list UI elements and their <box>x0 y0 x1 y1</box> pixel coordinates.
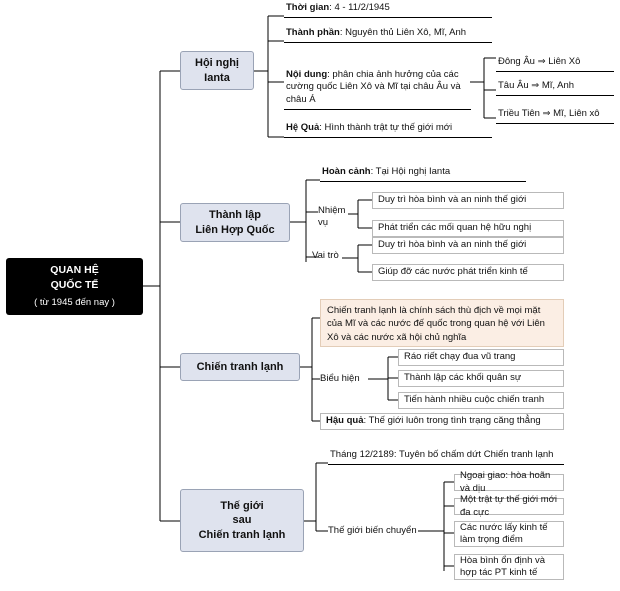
leaf-nhiem-vu-2: Phát triển các mối quan hệ hữu nghị <box>372 220 564 237</box>
label-vai-tro: Vai trò <box>312 250 339 261</box>
leaf-hau-qua-label: Hậu quả <box>326 415 364 427</box>
branch-chien-tranh-lanh[interactable] <box>180 353 300 381</box>
leaf-noi-dung <box>284 60 471 110</box>
leaf-vai-tro-1: Duy trì hòa bình và an ninh thế giới <box>372 237 564 254</box>
root-subtitle: ( từ 1945 đến nay ) <box>34 296 115 308</box>
root-node[interactable] <box>6 258 143 315</box>
label-nhiem-vu: Nhiệm vụ <box>318 205 346 229</box>
leaf-thoi-gian <box>284 2 492 18</box>
leaf-he-qua-label: Hệ Quả <box>286 122 320 134</box>
root-title-line1: QUAN HỆ <box>50 264 99 277</box>
leaf-tau-au-mi-anh <box>496 80 614 96</box>
leaf-bieu-hien-1: Ráo riết chạy đua vũ trang <box>398 349 564 366</box>
leaf-noi-dung-label: Nội dung <box>286 68 328 80</box>
leaf-bieu-hien-2: Thành lập các khối quân sự <box>398 370 564 387</box>
branch2-label-line2: Liên Hợp Quốc <box>195 223 275 236</box>
leaf-he-qua <box>284 122 492 138</box>
branch4-label-line2: sau <box>232 514 252 527</box>
branch4-label-line1: Thế giới <box>220 500 264 513</box>
leaf-thang-12-2189: Tháng 12/2189: Tuyên bố chấm dứt Chiến tranh lạnh <box>328 449 564 465</box>
branch3-label: Chiến tranh lạnh <box>196 360 284 373</box>
leaf-vai-tro-2: Giúp đỡ các nước phát triển kinh tế <box>372 264 564 281</box>
leaf-thoi-gian-text: : 4 - 11/2/1945 <box>329 2 390 14</box>
leaf-bien-chuyen-2: Một trật tự thế giới mới đa cực <box>454 498 564 515</box>
branch-the-gioi-sau-chien-tranh-lanh[interactable] <box>180 489 304 552</box>
leaf-thanh-phan-text: : Nguyên thủ Liên Xô, Mĩ, Anh <box>339 27 467 39</box>
leaf-hau-qua <box>320 413 564 430</box>
branch-hoi-nghi-ianta[interactable] <box>180 51 254 90</box>
leaf-bien-chuyen-4: Hòa bình ổn định và hợp tác PT kinh tế <box>454 554 564 580</box>
leaf-hoan-canh <box>320 166 526 182</box>
leaf-noi-dung-text: : phân chia ảnh hưởng của các cường quốc Liên Xô và Mĩ tại châu Âu và châu Á <box>286 68 461 106</box>
leaf-hau-qua-text: : Thế giới luôn trong tình trạng căng thẳng <box>363 415 541 427</box>
root-title-line2: QUỐC TẾ <box>50 278 99 291</box>
leaf-dong-au-lien-xo-text: Đông Âu ⇒ Liên Xô <box>498 56 581 68</box>
leaf-nhiem-vu-1: Duy trì hòa bình và an ninh thế giới <box>372 192 564 209</box>
leaf-trieu-tien-mi-lien-xo <box>496 108 614 124</box>
leaf-bien-chuyen-1: Ngoại giao: hòa hoãn và dịu <box>454 474 564 491</box>
leaf-thoi-gian-label: Thời gian <box>286 2 330 14</box>
leaf-thanh-phan <box>284 27 492 43</box>
leaf-trieu-tien-mi-lien-xo-text: Triều Tiên ⇒ Mĩ, Liên xô <box>498 108 600 120</box>
leaf-hoan-canh-label: Hoàn cảnh <box>322 166 371 178</box>
label-the-gioi-bien-chuyen: Thế giới biến chuyển <box>328 525 417 536</box>
note-chien-tranh-lanh-definition: Chiến tranh lạnh là chính sách thù địch về mọi mặt của Mĩ và các nước đế quốc trong quan hệ với Liên Xô và các nước xã hội chủ nghĩa <box>320 299 564 347</box>
label-bieu-hien: Biểu hiện <box>320 373 360 384</box>
branch1-label-line1: Hội nghị <box>195 57 239 70</box>
branch2-label-line1: Thành lập <box>209 209 261 222</box>
leaf-bien-chuyen-3: Các nước lấy kinh tế làm trọng điểm <box>454 521 564 547</box>
branch-thanh-lap-lien-hop-quoc[interactable] <box>180 203 290 242</box>
branch4-label-line3: Chiến tranh lạnh <box>198 528 286 541</box>
leaf-tau-au-mi-anh-text: Tâu Âu ⇒ Mĩ, Anh <box>498 80 575 92</box>
leaf-hoan-canh-text: : Tại Hội nghị Ianta <box>370 166 451 178</box>
leaf-thanh-phan-label: Thành phần <box>286 27 340 39</box>
branch1-label-line2: Ianta <box>204 71 230 84</box>
leaf-bieu-hien-3: Tiến hành nhiều cuộc chiến tranh <box>398 392 564 409</box>
leaf-dong-au-lien-xo <box>496 44 614 72</box>
leaf-he-qua-text: : Hình thành trật tự thế giới mới <box>319 122 453 134</box>
